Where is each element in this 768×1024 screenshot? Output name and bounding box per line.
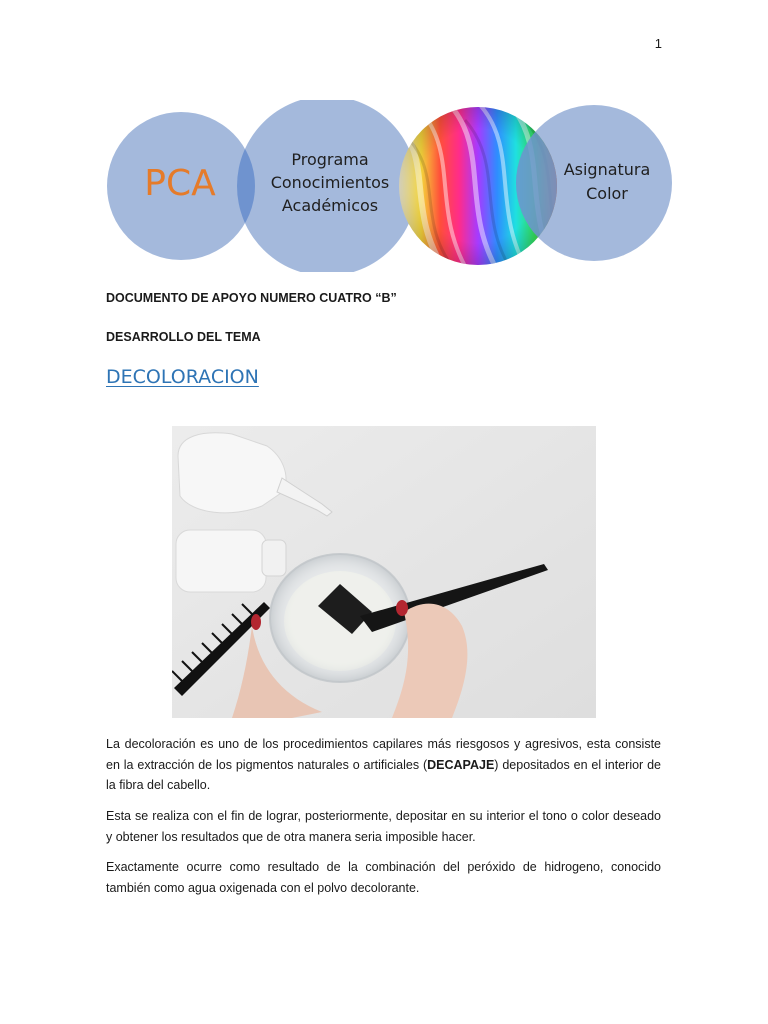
paragraph-3: Exactamente ocurre como resultado de la combinación del peróxido de hidrogeno, conocido también como agua oxigenada con el polvo decolorante. <box>106 860 661 895</box>
header-graphic <box>105 100 675 272</box>
decapaje-term: DECAPAJE <box>427 757 495 772</box>
asignatura-label: Asignatura Color <box>563 160 651 203</box>
page-number: 1 <box>654 36 662 51</box>
bleach-mixing-photo <box>172 426 596 718</box>
paragraph-1: La decoloración es uno de los procedimientos capilares más riesgosos y agresivos, esta consiste en la extracción de los pigmentos naturales o artificiales (DECAPAJE) depositados en el interior de la fibra del cabello. <box>106 737 661 792</box>
section-title: DECOLORACION <box>106 366 259 388</box>
document-title: DOCUMENTO DE APOYO NUMERO CUATRO “B” <box>106 291 397 305</box>
paragraph-2: Esta se realiza con el fin de lograr, posteriormente, depositar en su interior el tono o color deseado y obtener los resultados que de otra manera seria imposible hacer. <box>106 809 661 844</box>
document-subtitle: DESARROLLO DEL TEMA <box>106 330 261 344</box>
pca-label: PCA <box>144 163 216 204</box>
programa-label: Programa Conocimientos Académicos <box>270 150 390 215</box>
